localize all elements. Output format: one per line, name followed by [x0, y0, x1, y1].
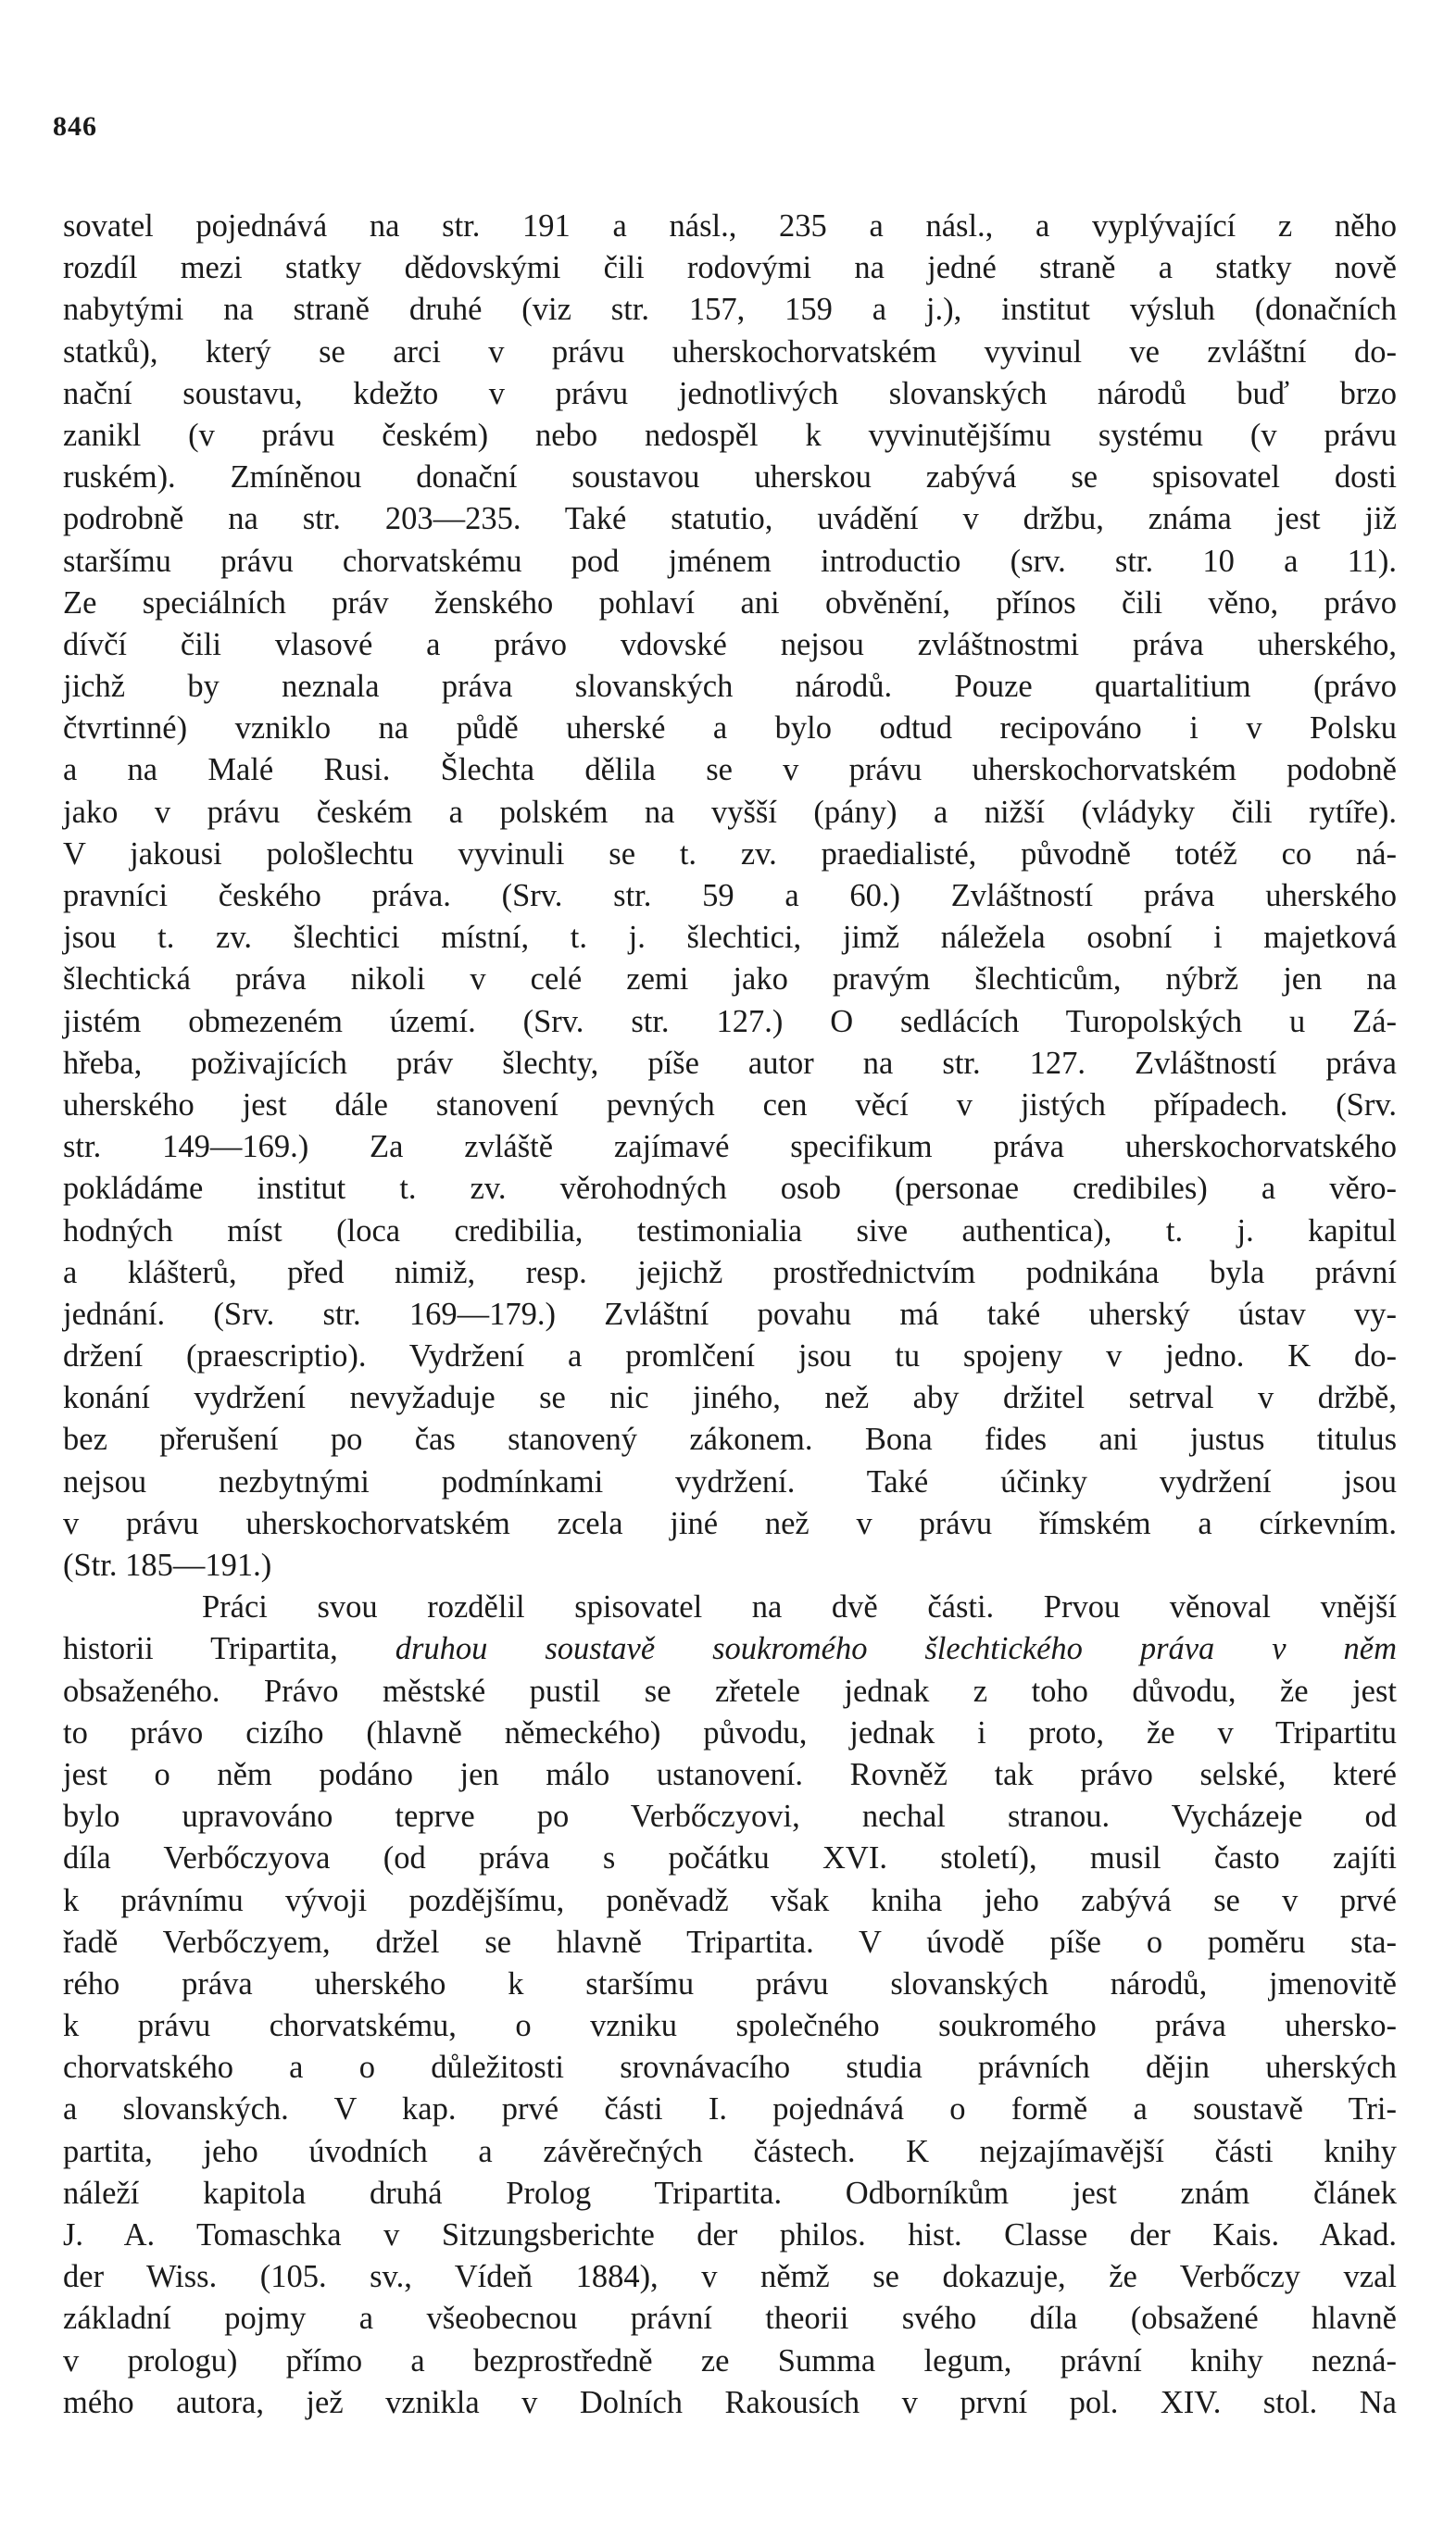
- text-line: nejsou nezbytnými podmínkami vydržení. Také účinky vydržení jsou: [63, 1463, 1397, 1500]
- text-line: staršímu právu chorvatskému pod jménem introductio (srv. str. 10 a 11).: [63, 543, 1397, 579]
- text-line: k právnímu vývoji pozdějšímu, poněvadž však kniha jeho zabývá se v prvé: [63, 1882, 1397, 1918]
- text-line: jako v právu českém a polském na vyšší (pány) a nižší (vládyky čili rytíře).: [63, 794, 1397, 830]
- text-line: náleží kapitola druhá Prolog Tripartita. Odborníkům jest znám článek: [63, 2175, 1397, 2211]
- text-line: jistém obmezeném území. (Srv. str. 127.) O sedlácích Turopolských u Zá-: [63, 1003, 1397, 1039]
- text-line: podrobně na str. 203—235. Také statutio, uvádění v držbu, známa jest již: [63, 501, 1397, 537]
- text-line: ruském). Zmíněnou donační soustavou uherskou zabývá se spisovatel dosti: [63, 459, 1397, 496]
- text-line: řadě Verbőczyem, držel se hlavně Tripartita. V úvodě píše o poměru sta-: [63, 1924, 1397, 1960]
- paragraph-1: [63, 206, 1397, 1587]
- text-line: pokládáme institut t. zv. věrohodných osob (personae credibiles) a věro-: [63, 1171, 1397, 1207]
- text-line: rého práva uherského k staršímu právu slovanských národů, jmenovitě: [63, 1965, 1397, 2002]
- text-line: a klášterů, před nimiž, resp. jejichž prostřednictvím podnikána byla právní: [63, 1254, 1397, 1290]
- text-line: základní pojmy a všeobecnou právní theorii svého díla (obsažené hlavně: [63, 2301, 1397, 2337]
- text-line: mého autora, jež vznikla v Dolních Rakousích v první pol. XIV. stol. Na: [63, 2384, 1397, 2420]
- body-text: [63, 206, 1397, 2424]
- text-line: statků), který se arci v právu uherskochorvatském vyvinul ve zvláštní do-: [63, 333, 1397, 370]
- text-line: historii Tripartita, druhou soustavě soukromého šlechtického práva v něm: [63, 1631, 1397, 1667]
- text-line: obsaženého. Právo městské pustil se zřetele jednak z toho důvodu, že jest: [63, 1673, 1397, 1709]
- text-line: jsou t. zv. šlechtici místní, t. j. šlechtici, jimž náležela osobní i majetková: [63, 920, 1397, 956]
- text-line: a slovanských. V kap. prvé části I. pojednává o formě a soustavě Tri-: [63, 2091, 1397, 2128]
- text-line: str. 149—169.) Za zvláště zajímavé specifikum práva uherskochorvatského: [63, 1129, 1397, 1165]
- text-line: Práci svou rozdělil spisovatel na dvě části. Prvou věnoval vnější: [202, 1589, 1397, 1626]
- text-line: díla Verbőczyova (od práva s počátku XVI. století), musil často zajíti: [63, 1840, 1397, 1877]
- text-line: bez přerušení po čas stanovený zákonem. Bona fides ani justus titulus: [63, 1422, 1397, 1458]
- text-line: v prologu) přímo a bezprostředně ze Summa legum, právní knihy nezná-: [63, 2342, 1397, 2379]
- text-line: chorvatského a o důležitosti srovnávacího studia právních dějin uherských: [63, 2050, 1397, 2086]
- text-line: dívčí čili vlasové a právo vdovské nejsou zvláštnostmi práva uherského,: [63, 626, 1397, 662]
- text-line: rozdíl mezi statky dědovskými čili rodovými na jedné straně a statky nově: [63, 250, 1397, 286]
- text-line: nabytými na straně druhé (viz str. 157, 159 a j.), institut výsluh (donačních: [63, 292, 1397, 328]
- text-line: J. A. Tomaschka v Sitzungsberichte der philos. hist. Classe der Kais. Akad.: [63, 2217, 1397, 2253]
- text-line: držení (praescriptio). Vydržení a promlčení jsou tu spojeny v jedno. K do-: [63, 1338, 1397, 1374]
- text-line: jednání. (Srv. str. 169—179.) Zvláštní povahu má také uherský ústav vy-: [63, 1296, 1397, 1332]
- text-line: bylo upravováno teprve po Verbőczyovi, nechal stranou. Vycházeje od: [63, 1799, 1397, 1835]
- text-line: k právu chorvatskému, o vzniku společného soukromého práva uhersko-: [63, 2008, 1397, 2044]
- text-line: v právu uherskochorvatském zcela jiné než v právu římském a církevním.: [63, 1505, 1397, 1541]
- text-line: jest o něm podáno jen málo ustanovení. Rovněž tak právo selské, které: [63, 1756, 1397, 1792]
- text-line: šlechtická práva nikoli v celé zemi jako pravým šlechticům, nýbrž jen na: [63, 961, 1397, 998]
- text-line: to právo cizího (hlavně německého) původu, jednak i proto, že v Tripartitu: [63, 1714, 1397, 1751]
- page-number: 846: [53, 111, 97, 142]
- text-line: hřeba, poživajících práv šlechty, píše autor na str. 127. Zvláštností práva: [63, 1045, 1397, 1081]
- text-line: pravníci českého práva. (Srv. str. 59 a 60.) Zvláštností práva uherského: [63, 878, 1397, 913]
- text-line: nační soustavu, kdežto v právu jednotlivých slovanských národů buď brzo: [63, 375, 1397, 411]
- text-line: hodných míst (loca credibilia, testimonialia sive authentica), t. j. kapitul: [63, 1212, 1397, 1249]
- paragraph-2: [63, 1587, 1397, 2424]
- text-line: der Wiss. (105. sv., Vídeň 1884), v němž se dokazuje, že Verbőczy vzal: [63, 2259, 1397, 2295]
- text-line: sovatel pojednává na str. 191 a násl., 235 a násl., a vyplývající z něho: [63, 208, 1397, 244]
- text-line: Ze speciálních práv ženského pohlaví ani obvěnění, přínos čili věno, právo: [63, 584, 1397, 621]
- text-line: čtvrtinné) vzniklo na půdě uherské a bylo odtud recipováno i v Polsku: [63, 710, 1397, 747]
- text-line: zanikl (v právu českém) nebo nedospěl k vyvinutějšímu systému (v právu: [63, 417, 1397, 453]
- text-line: jichž by neznala práva slovanských národů. Pouze quartalitium (právo: [63, 669, 1397, 705]
- text-line: (Str. 185—191.): [63, 1548, 272, 1583]
- text-line: partita, jeho úvodních a závěrečných částech. K nejzajímavější části knihy: [63, 2133, 1397, 2169]
- text-line: uherského jest dále stanovení pevných cen věcí v jistých případech. (Srv.: [63, 1086, 1397, 1123]
- text-line: konání vydržení nevyžaduje se nic jiného, než aby držitel setrval v držbě,: [63, 1380, 1397, 1416]
- text-line: a na Malé Rusi. Šlechta dělila se v právu uherskochorvatském podobně: [63, 752, 1397, 788]
- text-line: V jakousi pološlechtu vyvinuli se t. zv. praedialisté, původně totéž co ná-: [63, 835, 1397, 872]
